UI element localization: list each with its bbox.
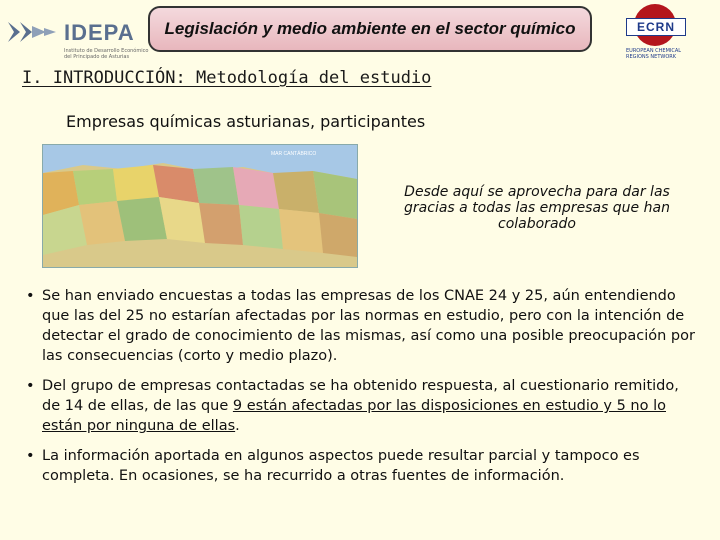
- bullet-text: La información aportada en algunos aspectos puede resultar parcial y tampoco es completa. En ocasiones, se ha recurrido a otras fuentes de información.: [42, 448, 640, 484]
- title-banner: [148, 6, 592, 52]
- bullet-underlined-text: 9 están afectadas por las disposiciones en estudio y 5 no lo están por ninguna de ellas: [42, 398, 666, 434]
- idepa-bird-icon: [6, 18, 58, 48]
- bullet-item: [22, 376, 698, 436]
- bullet-text: Se han enviado encuestas a todas las empresas de los CNAE 24 y 25, aún entendiendo que las del 25 no estarían afectadas por las normas en estudio, pero con la intención de detectar el grado de conocimiento de las mismas, así como una posible preocupación por las consecuencias (corto y medio plazo).: [42, 288, 695, 364]
- asturias-map: [42, 144, 358, 268]
- ecrn-wordmark: ECRN: [626, 18, 686, 36]
- bullet-list: [22, 286, 698, 496]
- bullet-item: [22, 446, 698, 486]
- map-regions: [43, 145, 357, 267]
- bullet-text-end: .: [235, 418, 240, 434]
- sea-label: MAR CANTÁBRICO: [271, 151, 317, 157]
- thanks-note: Desde aquí se aprovecha para dar las gracias a todas las empresas que han colaborado: [404, 184, 670, 232]
- section-title: I. INTRODUCCIÓN: Metodología del estudio: [22, 68, 432, 88]
- ecrn-logo: [624, 4, 688, 66]
- bullet-text: Del grupo de empresas contactadas se ha obtenido respuesta, al cuestionario remitido, de 14 de ellas, de las que: [42, 378, 679, 414]
- ecrn-subtitle: EUROPEAN CHEMICAL REGIONS NETWORK: [626, 48, 682, 60]
- idepa-logo: [6, 8, 149, 64]
- bullet-item: [22, 286, 698, 366]
- page-title: Legislación y medio ambiente en el sector químico: [164, 19, 576, 38]
- idepa-wordmark: IDEPA: [64, 20, 135, 45]
- subtitle: Empresas químicas asturianas, participantes: [66, 112, 426, 131]
- idepa-subtitle: Instituto de Desarrollo Económico del Principado de Asturias: [64, 48, 149, 60]
